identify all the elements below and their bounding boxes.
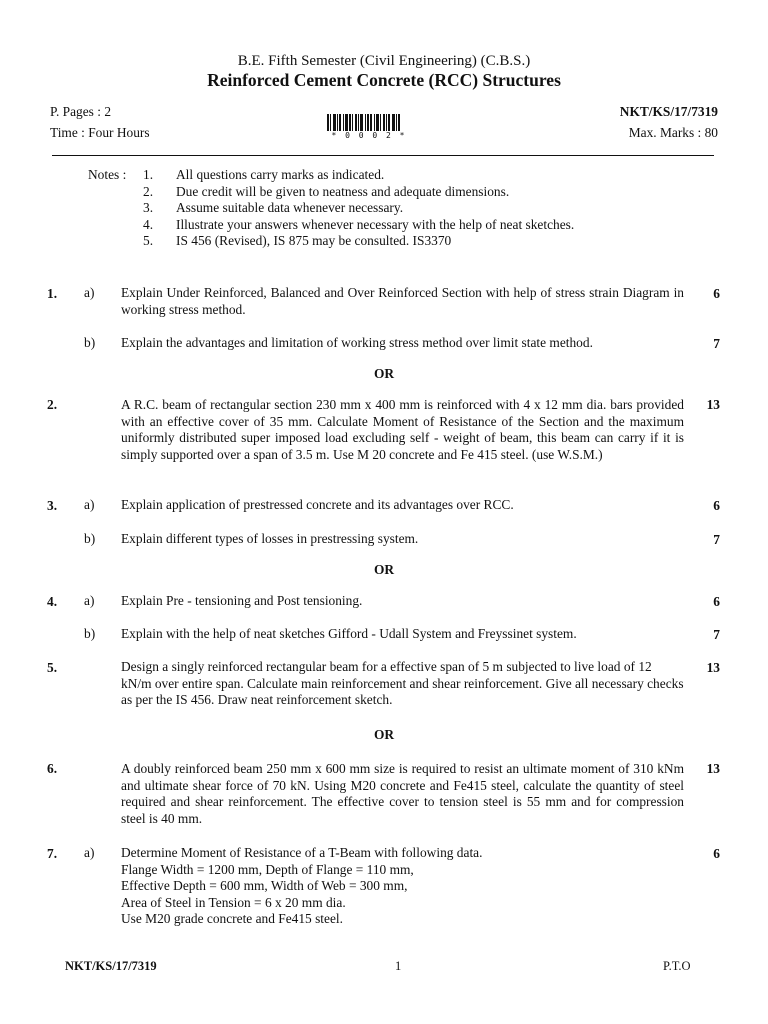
question-marks: 13: [706, 660, 720, 675]
question-number: 1.: [47, 286, 58, 301]
or-divider: OR: [373, 727, 395, 742]
question-text: Explain with the help of neat sketches Gifford - Udall System and Freyssinet system.: [121, 626, 577, 641]
subquestion-label: b): [84, 531, 96, 546]
question-text: Explain different types of losses in prestressing system.: [121, 531, 419, 546]
note-item: 2. Due credit will be given to neatness and adequate dimensions.: [143, 183, 510, 199]
question-number: 6.: [47, 761, 58, 776]
question-text: A R.C. beam of rectangular section 230 mm x 400 mm is reinforced with 4 x 12 mm dia. bars provided with an effective cover of 35 mm. Calculate Moment of Resistance of the Section and the maximum uniformly distributed super imposed load excluding self - weight of beam, this beam can carry if it is simply supported over a span of 3.5 m. Use M 20 concrete and Fe 415 steel. (use W.S.M.): [121, 397, 684, 462]
question-text: Explain application of prestressed concrete and its advantages over RCC.: [121, 497, 514, 512]
question-text-line: Determine Moment of Resistance of a T-Beam with following data.: [121, 845, 483, 860]
question-marks: 13: [706, 397, 720, 412]
max-marks: Max. Marks : 80: [628, 125, 718, 140]
barcode-number: * 0 0 0 2 *: [331, 131, 407, 140]
question-marks: 6: [713, 846, 720, 861]
question-marks: 7: [713, 532, 720, 547]
question-text-line: Use M20 grade concrete and Fe415 steel.: [121, 911, 343, 926]
paper-code: NKT/KS/17/7319: [619, 104, 718, 119]
or-divider: OR: [373, 366, 395, 381]
subquestion-label: a): [84, 845, 95, 860]
question-text-line: Area of Steel in Tension = 6 x 20 mm dia.: [121, 894, 346, 910]
exam-subtitle: B.E. Fifth Semester (Civil Engineering) (C.B.S.): [237, 53, 531, 69]
question-text-line: Effective Depth = 600 mm, Width of Web = 300 mm,: [121, 878, 408, 893]
pto-label: P.T.O: [663, 959, 691, 973]
page-count: P. Pages : 2: [50, 104, 112, 119]
header-divider: [52, 155, 714, 156]
question-text: Design a singly reinforced rectangular beam for a effective span of 5 m subjected to live load of 12 kN/m over entire span. Calculate main reinforcement and shear reinforcement. Give all necessary checks as per the IS 456. Draw neat reinforcement sketch.: [121, 659, 684, 707]
exam-time: Time : Four Hours: [50, 125, 150, 140]
subquestion-label: a): [84, 593, 95, 608]
subquestion-label: b): [84, 335, 96, 350]
note-item: 5. IS 456 (Revised), IS 875 may be consulted. IS3370: [143, 233, 452, 248]
question-marks: 6: [713, 286, 720, 301]
barcode-bars: [327, 114, 411, 131]
question-text: Explain the advantages and limitation of working stress method over limit state method.: [121, 335, 593, 350]
question-marks: 6: [713, 498, 720, 513]
note-item: 3. Assume suitable data whenever necessary.: [143, 200, 404, 215]
exam-title: Reinforced Cement Concrete (RCC) Structures: [207, 70, 561, 90]
subquestion-label: a): [84, 285, 95, 300]
question-marks: 6: [713, 594, 720, 609]
notes-label: Notes :: [88, 167, 127, 182]
question-text: A doubly reinforced beam 250 mm x 600 mm size is required to resist an ultimate moment of 310 kNm and ultimate shear force of 70 kN. Using M20 concrete and Fe415 steel, calculate the quantity of steel required and shear reinforcement. The effective cover to tension steel is 55 mm and for compression steel is 40 mm.: [121, 761, 684, 826]
question-marks: 13: [706, 761, 720, 776]
or-divider: OR: [373, 562, 395, 577]
question-marks: 7: [713, 336, 720, 351]
question-number: 5.: [47, 660, 58, 675]
note-item: 1. All questions carry marks as indicated.: [143, 167, 385, 182]
question-text: Explain Pre - tensioning and Post tensioning.: [121, 593, 363, 608]
question-number: 2.: [47, 397, 58, 412]
question-text: Explain Under Reinforced, Balanced and Over Reinforced Section with help of stress strain Diagram in working stress method.: [121, 285, 684, 317]
footer-code: NKT/KS/17/7319: [65, 959, 157, 973]
question-number: 4.: [47, 594, 58, 609]
question-text-line: Flange Width = 1200 mm, Depth of Flange = 110 mm,: [121, 861, 414, 877]
question-number: 7.: [47, 846, 58, 861]
question-number: 3.: [47, 498, 58, 513]
barcode: [327, 114, 411, 142]
question-marks: 7: [713, 627, 720, 642]
subquestion-label: a): [84, 497, 95, 512]
page-number: 1: [395, 959, 402, 973]
subquestion-label: b): [84, 626, 96, 641]
note-item: 4. Illustrate your answers whenever necessary with the help of neat sketches.: [143, 216, 575, 232]
question-text: [121, 845, 684, 928]
